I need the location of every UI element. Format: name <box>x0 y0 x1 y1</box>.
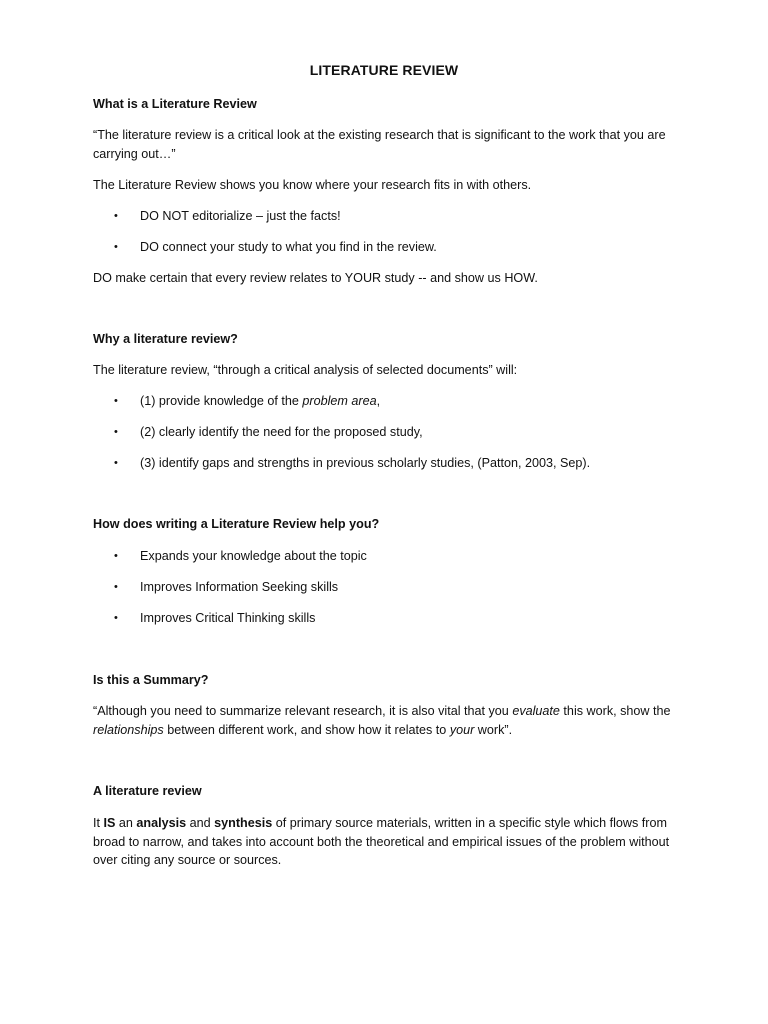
emphasis-relationships: relationships <box>93 722 164 737</box>
document-title: LITERATURE REVIEW <box>309 62 459 78</box>
emphasis-problem-area: problem area <box>302 394 377 408</box>
list-item-text: (2) clearly identify the need for the proposed study, <box>140 425 423 439</box>
list-item-text: Improves Information Seeking skills <box>140 580 339 594</box>
bullet-icon: • <box>114 210 118 222</box>
bullet-icon: • <box>114 457 118 469</box>
section-heading-what-is: What is a Literature Review <box>93 97 257 111</box>
emphasis-your: your <box>449 722 475 737</box>
section-heading-summary: Is this a Summary? <box>93 673 209 687</box>
paragraph-relates-to-study: DO make certain that every review relates to YOUR study -- and show us HOW. <box>93 271 538 285</box>
section-heading-a-literature-review: A literature review <box>93 784 202 798</box>
paragraph-analysis-synthesis: It IS an analysis and synthesis of primary source materials, written in a specific style which flows from broad to narrow, and takes into account both the theoretical and empirical issues of the problem without over citing any source or sources. <box>93 816 670 867</box>
bullet-icon: • <box>114 581 118 593</box>
emphasis-synthesis: synthesis <box>214 816 273 830</box>
emphasis-is: IS <box>103 816 116 830</box>
emphasis-analysis: analysis <box>136 816 187 830</box>
bullet-icon: • <box>114 550 118 562</box>
section-heading-why: Why a literature review? <box>93 332 238 346</box>
paragraph-evaluate: “Although you need to summarize relevant research, it is also vital that you evaluate this work, show the relationships between different work, and show how it relates to your work”. <box>93 704 671 737</box>
list-item-text: Improves Critical Thinking skills <box>140 611 316 625</box>
bullet-icon: • <box>114 395 118 407</box>
bullet-icon: • <box>114 426 118 438</box>
paragraph-critical-analysis: The literature review, “through a critical analysis of selected documents” will: <box>93 363 518 377</box>
list-item-text: DO NOT editorialize – just the facts! <box>140 209 341 223</box>
list-item-text: (1) provide knowledge of the problem area, <box>140 394 381 408</box>
list-item-text: (3) identify gaps and strengths in previous scholarly studies, (Patton, 2003, Sep). <box>140 456 591 470</box>
bullet-icon: • <box>114 612 118 624</box>
list-item-text: Expands your knowledge about the topic <box>140 549 367 563</box>
section-heading-how-helps: How does writing a Literature Review help you? <box>93 517 380 531</box>
definition-quote: “The literature review is a critical look at the existing research that is significant to the work that you are carrying out…” <box>93 128 666 161</box>
list-item-text: DO connect your study to what you find in the review. <box>140 240 437 254</box>
paragraph-fits-in: The Literature Review shows you know where your research fits in with others. <box>93 178 532 192</box>
emphasis-evaluate: evaluate <box>512 704 560 718</box>
bullet-icon: • <box>114 241 118 253</box>
